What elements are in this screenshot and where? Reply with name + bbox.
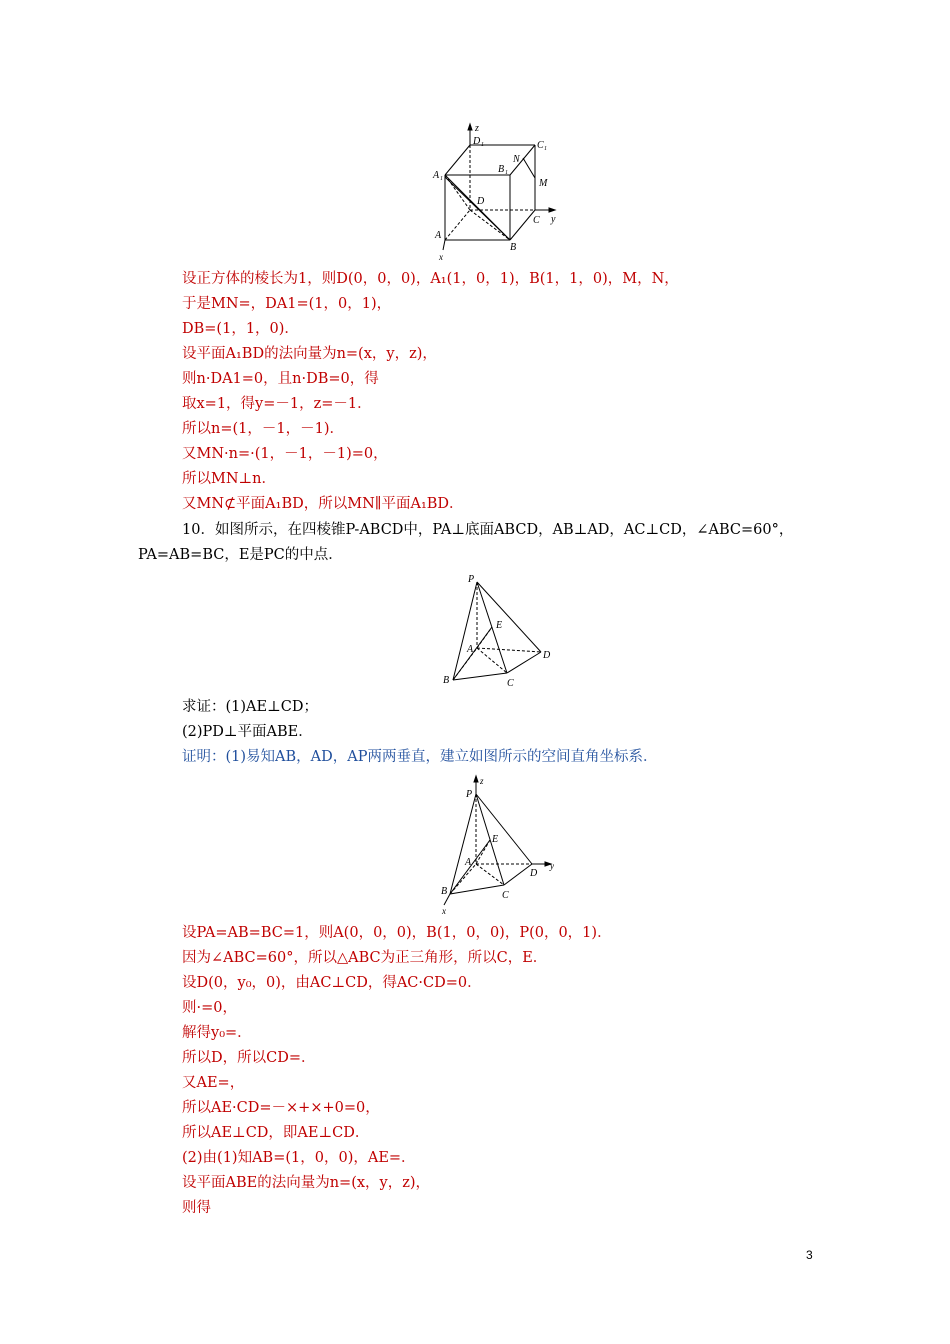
label-b: B xyxy=(441,886,448,897)
label-d: D xyxy=(543,650,551,661)
label-p: P xyxy=(466,789,473,800)
label-n: N xyxy=(513,154,520,165)
label-c: C xyxy=(507,678,514,689)
pyramid-figure xyxy=(435,570,565,692)
label-b: B xyxy=(510,242,517,253)
label-a1: A xyxy=(433,170,440,181)
label-m: M xyxy=(539,178,548,189)
label-e: E xyxy=(492,834,499,845)
label-b: B xyxy=(443,675,450,686)
label-y: y xyxy=(551,214,556,225)
sol10-line-1: 设PA=AB=BC=1，则A(0，0，0)，B(1，0，0)，P(0，0，1)． xyxy=(182,925,612,941)
label-a: A xyxy=(465,857,472,868)
sol9-line-9: 所以MN⊥n． xyxy=(182,471,277,487)
sol10-line-3: 设D(0，y₀，0)，由AC⊥CD，得AC·CD=0． xyxy=(182,975,482,991)
cube-figure xyxy=(425,120,575,262)
sol10-line-7: 又AE=， xyxy=(182,1075,245,1091)
label-x: x xyxy=(442,906,446,916)
problem-10-ask-1: 求证：(1)AE⊥CD； xyxy=(182,699,318,715)
label-c: C xyxy=(502,890,509,901)
svg-text:1: 1 xyxy=(544,146,547,152)
label-y: y xyxy=(550,861,554,871)
label-d: D xyxy=(530,868,538,879)
problem-10-ask-2: (2)PD⊥平面ABE． xyxy=(182,724,313,740)
sol9-line-8: 又MN·n=·(1，－1，－1)=0， xyxy=(182,446,388,462)
svg-text:1: 1 xyxy=(505,170,508,176)
sol9-line-10: 又MN⊄平面A₁BD，所以MN∥平面A₁BD． xyxy=(182,496,464,512)
pyramid-coordinate-figure xyxy=(432,772,567,917)
sol9-line-5: 则n·DA1=0，且n·DB=0，得 xyxy=(182,371,379,387)
label-z: z xyxy=(475,123,479,134)
sol10-line-2: 因为∠ABC=60°，所以△ABC为正三角形，所以C，E． xyxy=(182,950,548,966)
sol10-line-11: 设平面ABE的法向量为n=(x，y，z)， xyxy=(182,1175,431,1191)
label-c1: C xyxy=(537,140,544,151)
label-d1: D xyxy=(473,136,481,147)
label-b1: B xyxy=(498,164,505,175)
sol10-line-4: 则·=0， xyxy=(182,1000,237,1016)
label-a: A xyxy=(467,644,474,655)
sol10-line-6: 所以D，所以CD=． xyxy=(182,1050,316,1066)
sol10-line-9: 所以AE⊥CD，即AE⊥CD． xyxy=(182,1125,370,1141)
label-c: C xyxy=(533,215,540,226)
sol9-line-1: 设正方体的棱长为1，则D(0，0，0)，A₁(1，0，1)，B(1，1，0)，M，N， xyxy=(182,271,679,287)
label-p: P xyxy=(468,574,475,585)
label-d: D xyxy=(477,196,485,207)
sol10-line-8: 所以AE·CD=－×+×+0=0， xyxy=(182,1100,380,1116)
label-a: A xyxy=(435,230,442,241)
problem-10-statement: 10．如图所示，在四棱锥P-ABCD中，PA⊥底面ABCD，AB⊥AD，AC⊥CD，∠ABC=60°，PA=AB=BC，E是PC的中点． xyxy=(138,522,794,563)
sol9-line-7: 所以n=(1，－1，－1)． xyxy=(182,421,344,437)
sol9-line-2: 于是MN=，DA1=(1，0，1)， xyxy=(182,296,392,312)
sol9-line-3: DB=(1，1，0)． xyxy=(182,321,299,337)
label-z: z xyxy=(480,776,484,786)
label-x: x xyxy=(439,252,443,262)
sol10-line-10: (2)由(1)知AB=(1，0，0)，AE=． xyxy=(182,1150,416,1166)
page-number: 3 xyxy=(806,1248,813,1262)
label-e: E xyxy=(496,620,503,631)
svg-text:1: 1 xyxy=(440,176,443,182)
proof-intro: 证明：(1)易知AB，AD，AP两两垂直，建立如图所示的空间直角坐标系． xyxy=(182,749,658,765)
svg-text:1: 1 xyxy=(481,142,484,148)
sol9-line-4: 设平面A₁BD的法向量为n=(x，y，z)， xyxy=(182,346,437,362)
sol10-line-12: 则得 xyxy=(182,1200,211,1216)
sol9-line-6: 取x=1，得y=－1，z=－1． xyxy=(182,396,372,412)
sol10-line-5: 解得y₀=． xyxy=(182,1025,252,1041)
